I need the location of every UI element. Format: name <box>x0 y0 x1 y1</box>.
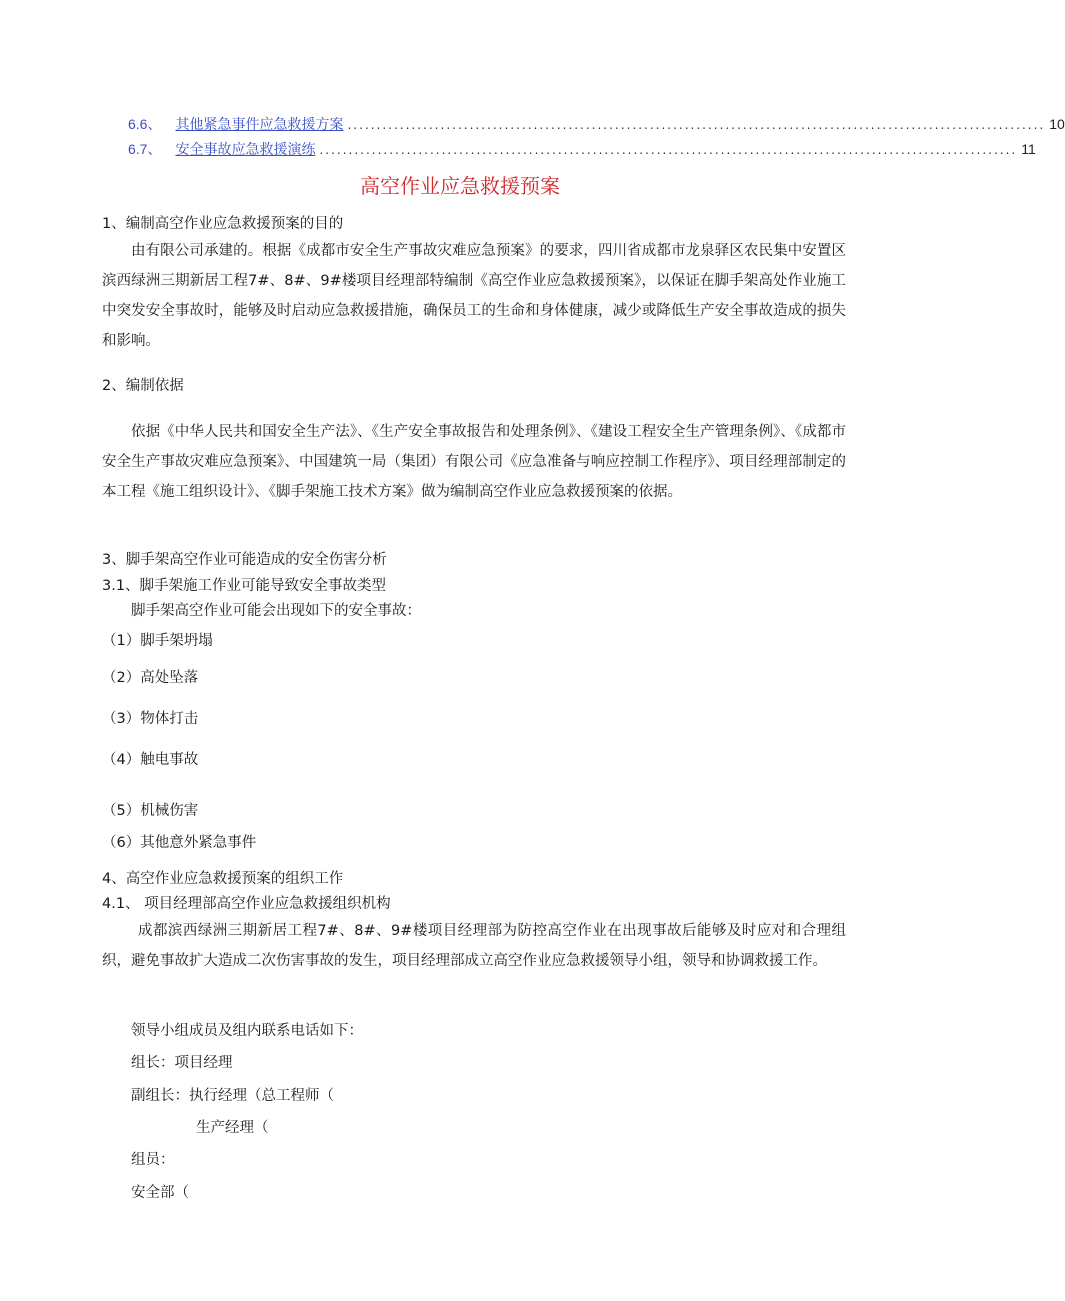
toc-separator: 、 <box>147 117 162 133</box>
list-item: （3）物体打击 <box>102 711 199 727</box>
toc-number: 6.7 <box>128 141 148 157</box>
list-item: （5）机械伤害 <box>102 803 199 819</box>
deputy-production-line: 生产经理（ <box>196 1120 269 1136</box>
toc-leader-dots: ........................................................................................................................ <box>347 118 1046 132</box>
section-2-body: 依据《中华人民共和国安全生产法》、《生产安全事故报告和处理条例》、《建设工程安全生产管理条例》、《成都市安全生产事故灾难应急预案》、中国建筑一局（集团）有限公司《应急准备与响应控制工作程序》、项目经理部制定的本工程《施工组织设计》、《脚手架施工技术方案》做为编制高空作业应急救援预案的依据。 <box>102 424 846 500</box>
section-3-intro: 脚手架高空作业可能会出现如下的安全事故： <box>131 603 421 619</box>
section-4-1-heading: 4.1、 项目经理部高空作业应急救援组织机构 <box>102 896 391 912</box>
document-title: 高空作业应急救援预案 <box>360 174 560 198</box>
toc-entry[interactable] <box>128 114 1065 134</box>
members-line: 组员： <box>131 1152 175 1168</box>
safety-dept-line: 安全部（ <box>131 1185 189 1201</box>
section-3-1-heading: 3.1、脚手架施工作业可能导致安全事故类型 <box>102 578 387 594</box>
section-4-body: 成都滨西绿洲三期新居工程7#、8#、9#楼项目经理部为防控高空作业在出现事故后能够及时应对和合理组织，避免事故扩大造成二次伤害事故的发生，项目经理部成立高空作业应急救援领导小组，领导和协调救援工作。 <box>102 923 846 969</box>
toc-title-link[interactable]: 安全事故应急救援演练 <box>175 142 316 158</box>
list-item: （1）脚手架坍塌 <box>102 633 213 649</box>
section-1-body: 由有限公司承建的。根据《成都市安全生产事故灾难应急预案》的要求，四川省成都市龙泉驿区农民集中安置区滨西绿洲三期新居工程7#、8#、9#楼项目经理部特编制《高空作业应急救援预案》，以保证在脚手架高处作业施工中突发安全事故时，能够及时启动应急救援措施，确保员工的生命和身体健康，减少或降低生产安全事故造成的损失和影响。 <box>102 243 846 349</box>
deputy-line: 副组长：执行经理（总工程师（ <box>131 1088 334 1104</box>
toc-entry[interactable] <box>128 139 1036 159</box>
list-item: （6）其他意外紧急事件 <box>102 835 257 851</box>
list-item: （2）高处坠落 <box>102 670 199 686</box>
section-3-heading: 3、脚手架高空作业可能造成的安全伤害分析 <box>102 552 387 568</box>
list-item: （4）触电事故 <box>102 752 199 768</box>
section-2-heading: 2、编制依据 <box>102 378 184 394</box>
section-1-heading: 1、编制高空作业应急救援预案的目的 <box>102 216 344 232</box>
members-intro: 领导小组成员及组内联系电话如下： <box>131 1023 363 1039</box>
toc-page-number: 10 <box>1049 116 1065 132</box>
toc-page-number: 11 <box>1021 141 1036 157</box>
toc-number: 6.6 <box>128 116 148 132</box>
section-4-heading: 4、高空作业应急救援预案的组织工作 <box>102 871 344 887</box>
toc-separator: 、 <box>147 142 162 158</box>
toc-leader-dots: ........................................................................................................................ <box>319 143 1018 157</box>
toc-title-link[interactable]: 其他紧急事件应急救援方案 <box>175 117 344 133</box>
leader-line: 组长：项目经理 <box>131 1055 233 1071</box>
